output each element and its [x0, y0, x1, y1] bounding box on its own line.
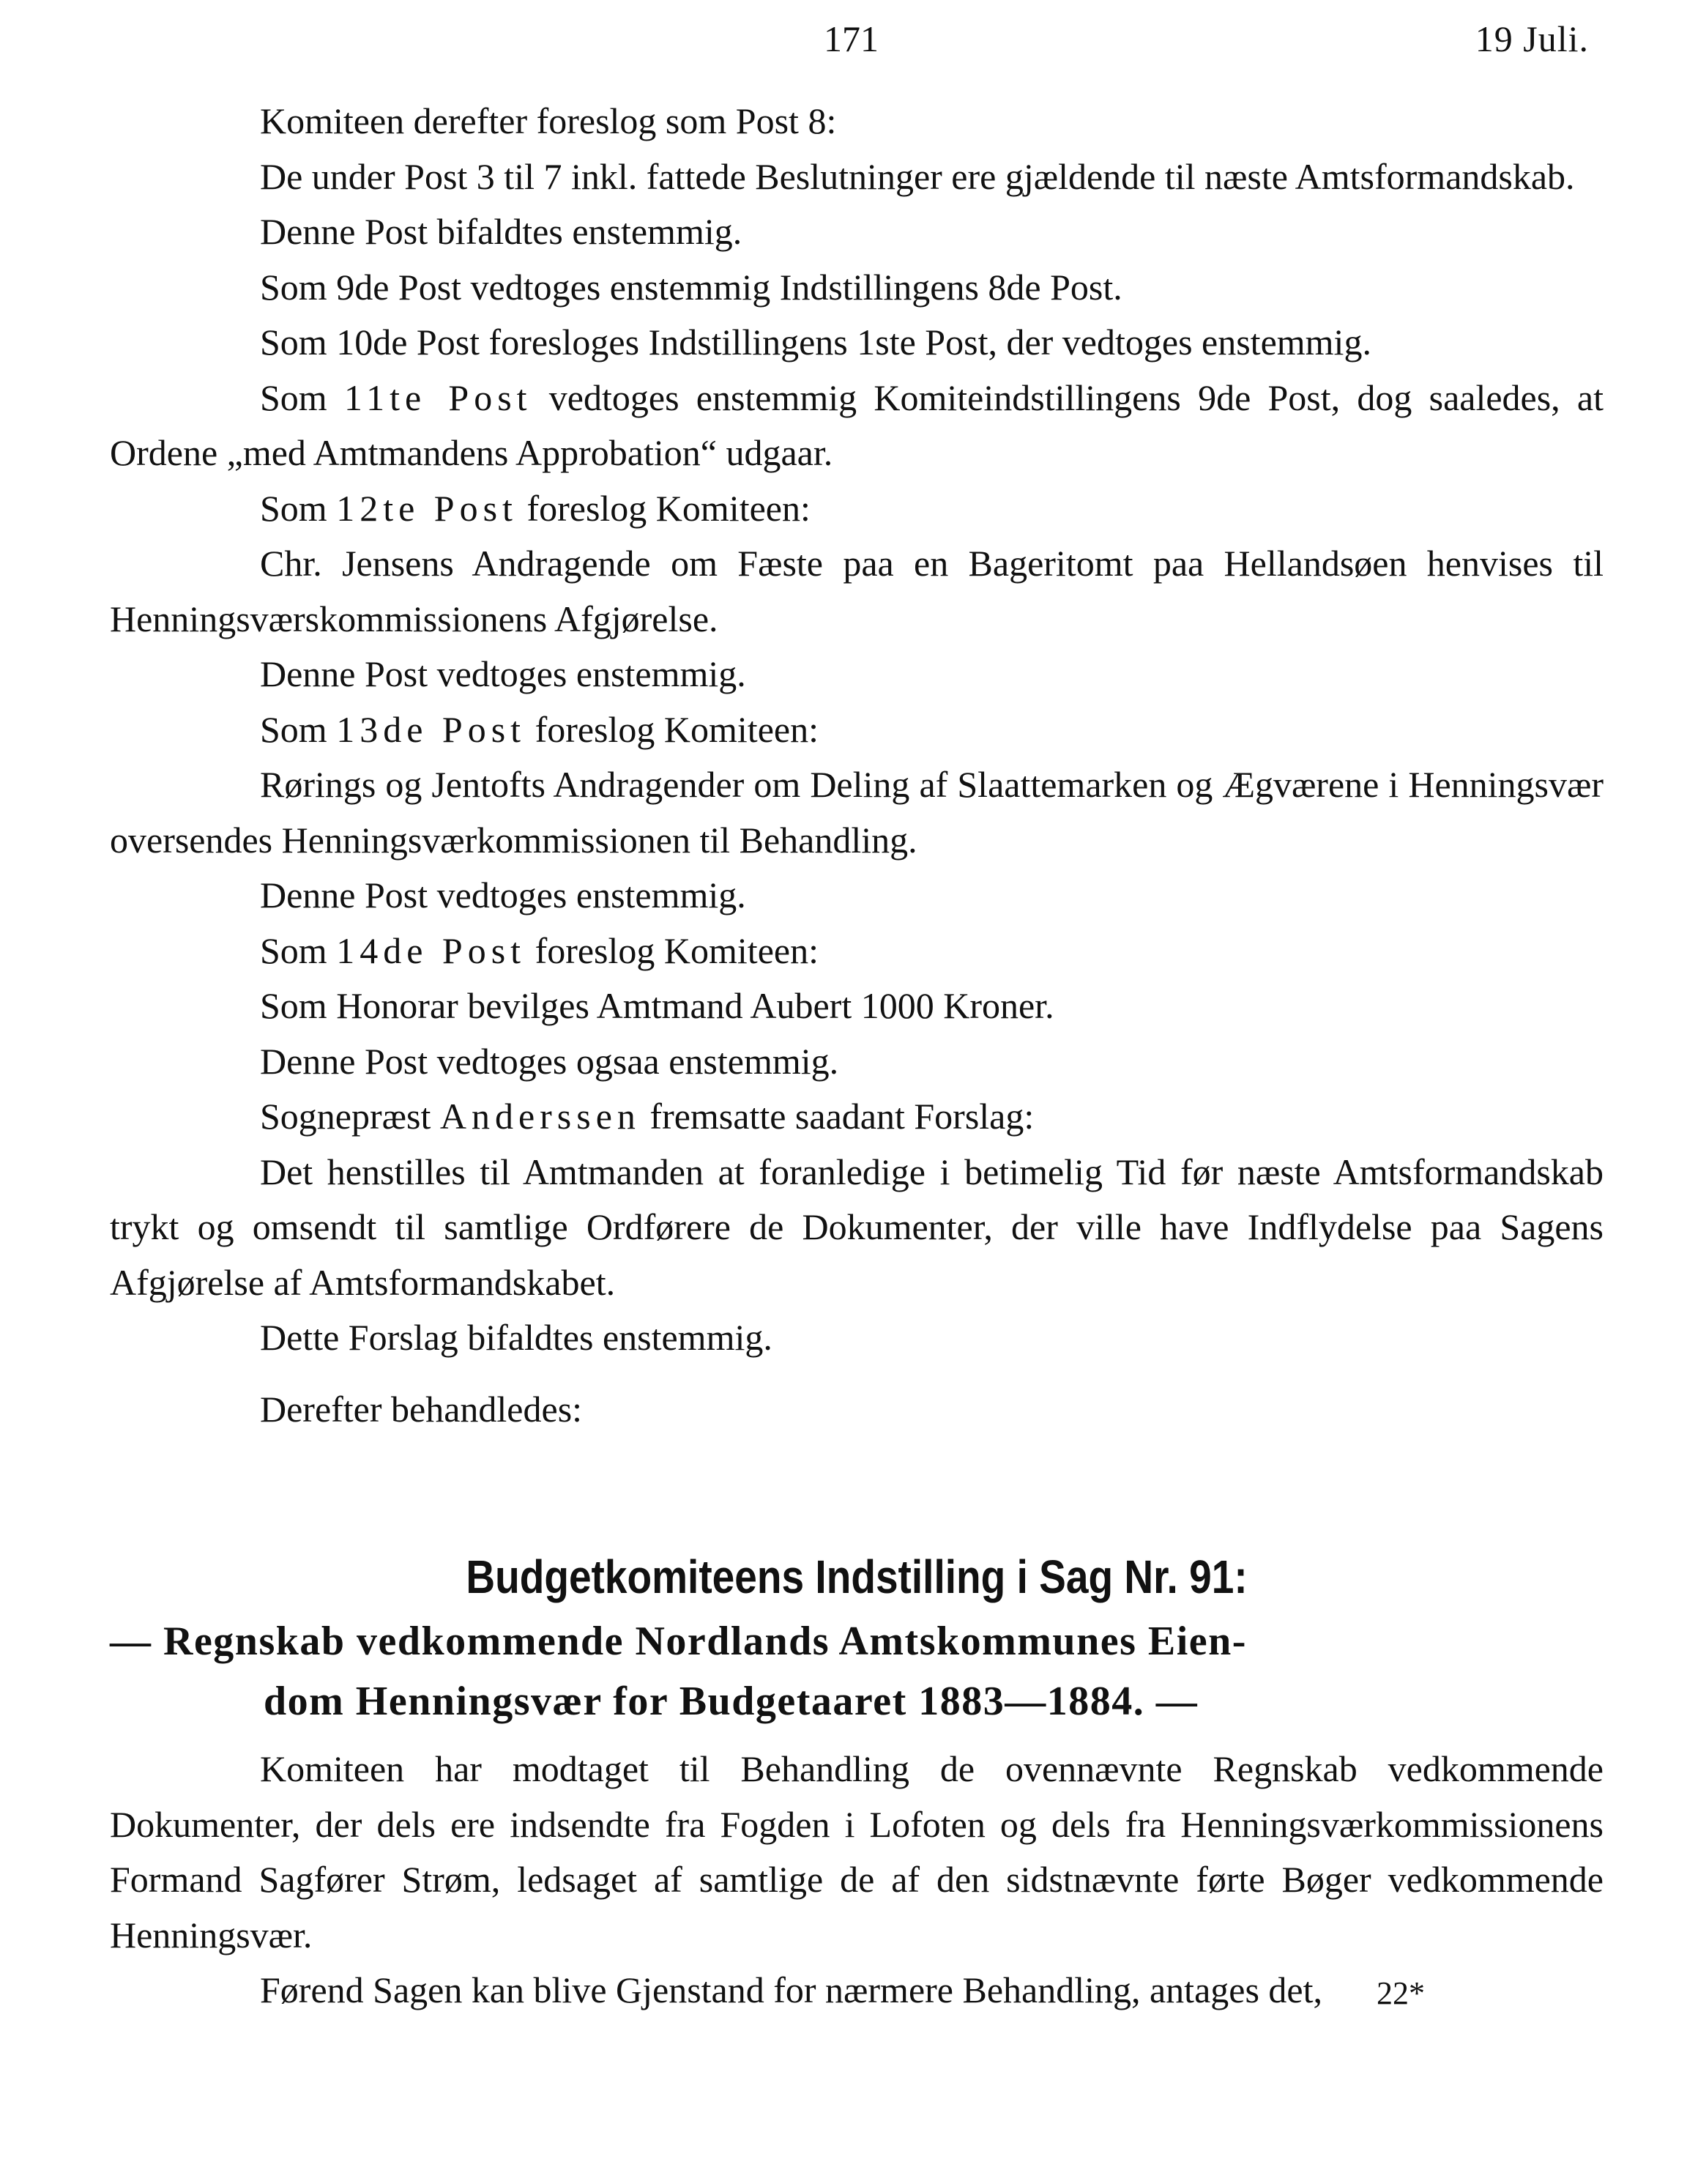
paragraph-text: Som [260, 487, 337, 529]
paragraph [110, 260, 1604, 316]
paragraph [110, 371, 1604, 481]
paragraph [110, 94, 1604, 149]
paragraph [110, 1089, 1604, 1145]
paragraph-text: Denne Post vedtoges enstemmig. [260, 874, 746, 915]
paragraph-text: foreslog Komiteen: [526, 708, 819, 750]
section-title: Budgetkomiteens Indstilling i Sag Nr. 91: [466, 1550, 1248, 1603]
paragraph [110, 978, 1604, 1034]
paragraph-text: Denne Post vedtoges enstemmig. [260, 653, 746, 694]
signature-mark: 22* [1377, 1975, 1425, 2011]
paragraph [110, 1145, 1604, 1311]
section-subtitle [110, 1611, 1604, 1731]
paragraph: Førend Sagen kan blive Gjenstand for nærmere Behandling, antages det, [260, 1969, 1323, 2010]
paragraph [110, 204, 1604, 260]
paragraph [110, 481, 1604, 537]
paragraph-text: Som 9de Post vedtoges enstemmig Indstillingens 8de Post. [260, 266, 1122, 308]
paragraph [110, 757, 1604, 868]
paragraph [110, 702, 1604, 758]
paragraph [110, 149, 1604, 205]
paragraph: Komiteen har modtaget til Behandling de ovennævnte Regnskab vedkommende Dokumenter, der dels ere indsendte fra Fogden i Lofoten og dels fra Henningsværkommissionens Formand Sagfører Strøm, ledsaget af samtlige de af den sidstnævnte førte Bøger vedkommende Henningsvær. [110, 1748, 1604, 1955]
paragraph-text: fremsatte saadant Forslag: [640, 1096, 1035, 1137]
paragraph [110, 1310, 1604, 1366]
paragraph-text: Som 10de Post foresloges Indstillingens 1ste Post, der vedtoges enstemmig. [260, 322, 1371, 363]
body-text-upper [110, 94, 1604, 1437]
paragraph [110, 1034, 1604, 1090]
paragraph-text: Det henstilles til Amtmanden at foranledige i betimelig Tid før næste Amtsformandskab trykt og omsendt til samtlige Ordførere de Dokumenter, der ville have Indflydelse paa Sagens Afgjørelse af Amtsformandskabet. [110, 1151, 1604, 1303]
paragraph-text: Som [260, 376, 344, 418]
subtitle-line-2: dom Henningsvær for Budgetaaret 1883—1884. — [264, 1679, 1199, 1724]
spaced-emphasis-text: 13de Post [336, 708, 526, 750]
paragraph-text: vedtoges enstemmig Komiteindstillingens 9de Post, dog saaledes, at Ordene „med Amtmandens Approbation“ udgaar. [110, 376, 1604, 473]
page-header [110, 13, 1604, 64]
paragraph [110, 536, 1604, 647]
paragraph-text: Dette Forslag bifaldtes enstemmig. [260, 1317, 772, 1358]
paragraph [110, 1382, 1604, 1438]
paragraph-text: foreslog Komiteen: [517, 487, 811, 529]
paragraph [110, 647, 1604, 702]
paragraph-text: De under Post 3 til 7 inkl. fattede Beslutninger ere gjældende til næste Amtsformandskab. [260, 155, 1575, 197]
paragraph-text: Chr. Jensens Andragende om Fæste paa en Bageritomt paa Hellandsøen henvises til Henningsværskommissionens Afgjørelse. [110, 543, 1604, 639]
subtitle-line-1: — Regnskab vedkommende Nordlands Amtskommunes Eien- [110, 1619, 1247, 1664]
spaced-emphasis-text: 14de Post [336, 929, 526, 971]
paragraph [110, 868, 1604, 924]
paragraph-text: Denne Post vedtoges ogsaa enstemmig. [260, 1040, 839, 1082]
paragraph-text: Denne Post bifaldtes enstemmig. [260, 211, 742, 252]
paragraph-text: Rørings og Jentofts Andragender om Deling af Slaattemarken og Ægværene i Henningsvær oversendes Henningsværkommissionen til Behandling. [110, 764, 1604, 861]
spaced-emphasis-text: Anderssen [439, 1096, 641, 1137]
page-number: 171 [824, 18, 879, 59]
paragraph-text: Som Honorar bevilges Amtmand Aubert 1000 Kroner. [260, 985, 1054, 1026]
paragraph-text: Sognepræst [260, 1096, 440, 1137]
paragraph-text: Som [260, 708, 337, 750]
paragraph-text: foreslog Komiteen: [526, 929, 819, 971]
paragraph-text: Derefter behandledes: [260, 1388, 583, 1430]
paragraph-text: Som [260, 929, 337, 971]
paragraph [110, 924, 1604, 979]
spaced-emphasis-text: 11te Post [343, 376, 532, 418]
spaced-emphasis-text: 12te Post [336, 487, 518, 529]
paragraph-text: Komiteen derefter foreslog som Post 8: [260, 100, 837, 141]
paragraph [110, 315, 1604, 371]
header-date: 19 Juli. [1475, 18, 1589, 59]
